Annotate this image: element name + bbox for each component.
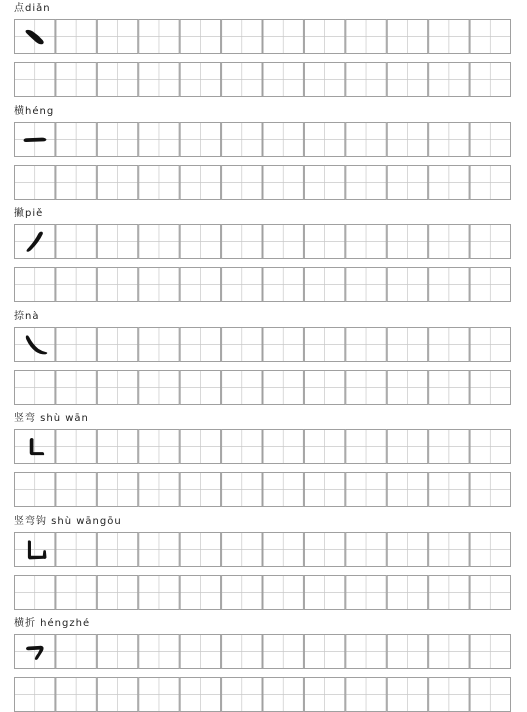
practice-cell (387, 122, 427, 156)
practice-cell (139, 268, 179, 302)
practice-cell (429, 635, 469, 669)
practice-cell (139, 370, 179, 404)
practice-cell (346, 327, 386, 361)
practice-cell (387, 430, 427, 464)
practice-cell (304, 225, 344, 259)
practice-cell (470, 225, 510, 259)
practice-cell (97, 532, 137, 566)
tracing-row (14, 122, 511, 157)
practice-cell (263, 225, 303, 259)
practice-cell (429, 327, 469, 361)
practice-cell (346, 532, 386, 566)
practice-cell (56, 225, 96, 259)
practice-cell (429, 430, 469, 464)
practice-cell (263, 430, 303, 464)
practice-cell (97, 122, 137, 156)
practice-cell (346, 165, 386, 199)
practice-cell (429, 532, 469, 566)
practice-cell (387, 225, 427, 259)
practice-row (14, 575, 511, 610)
tian-grid (14, 165, 511, 200)
practice-cell (263, 327, 303, 361)
practice-cell (304, 430, 344, 464)
practice-cell (15, 63, 55, 97)
practice-cell (387, 678, 427, 712)
stroke-label: 竖弯 shù wān (14, 413, 89, 424)
practice-cell (429, 678, 469, 712)
practice-cell (139, 635, 179, 669)
practice-cell (263, 575, 303, 609)
practice-cell (97, 20, 137, 54)
practice-cell (97, 63, 137, 97)
practice-cell (346, 678, 386, 712)
practice-cell (387, 370, 427, 404)
practice-cell (56, 575, 96, 609)
stroke-label: 撇piě (14, 208, 44, 219)
practice-cell (304, 370, 344, 404)
practice-cell (222, 575, 262, 609)
tian-grid (14, 575, 511, 610)
practice-cell (97, 225, 137, 259)
practice-cell (263, 63, 303, 97)
practice-cell (15, 268, 55, 302)
tian-grid (14, 472, 511, 507)
practice-cell (180, 575, 220, 609)
practice-cell (222, 122, 262, 156)
practice-cell (429, 63, 469, 97)
practice-cell (56, 473, 96, 507)
practice-cell (139, 165, 179, 199)
practice-cell (15, 327, 55, 361)
practice-cell (470, 678, 510, 712)
practice-cell (97, 678, 137, 712)
practice-row (14, 62, 511, 97)
practice-cell (56, 268, 96, 302)
practice-cell (429, 370, 469, 404)
practice-cell (470, 20, 510, 54)
practice-cell (222, 327, 262, 361)
practice-cell (56, 20, 96, 54)
practice-cell (180, 532, 220, 566)
practice-cell (180, 268, 220, 302)
practice-cell (222, 678, 262, 712)
practice-cell (304, 63, 344, 97)
practice-cell (470, 430, 510, 464)
practice-cell (222, 268, 262, 302)
practice-cell (470, 268, 510, 302)
practice-cell (304, 575, 344, 609)
practice-cell (263, 635, 303, 669)
tian-grid (14, 267, 511, 302)
practice-cell (387, 532, 427, 566)
practice-cell (139, 473, 179, 507)
practice-cell (346, 268, 386, 302)
practice-cell (470, 635, 510, 669)
practice-cell (222, 20, 262, 54)
practice-cell (222, 430, 262, 464)
practice-cell (263, 122, 303, 156)
practice-cell (263, 473, 303, 507)
tracing-row (14, 224, 511, 259)
practice-cell (56, 63, 96, 97)
practice-cell (56, 430, 96, 464)
practice-cell (429, 122, 469, 156)
heng-horizontal-stroke-icon (24, 137, 47, 141)
practice-cell (263, 370, 303, 404)
practice-cell (180, 678, 220, 712)
practice-cell (346, 20, 386, 54)
practice-cell (97, 635, 137, 669)
practice-cell (139, 122, 179, 156)
practice-cell (139, 575, 179, 609)
practice-cell (15, 430, 55, 464)
practice-row (14, 472, 511, 507)
practice-cell (387, 165, 427, 199)
practice-cell (263, 20, 303, 54)
tracing-row (14, 19, 511, 54)
tracing-row (14, 327, 511, 362)
practice-cell (139, 20, 179, 54)
tian-grid (14, 224, 511, 259)
practice-cell (304, 122, 344, 156)
practice-cell (470, 532, 510, 566)
practice-cell (263, 268, 303, 302)
practice-cell (56, 165, 96, 199)
practice-cell (180, 225, 220, 259)
practice-cell (222, 370, 262, 404)
tracing-row (14, 532, 511, 567)
practice-cell (387, 327, 427, 361)
practice-cell (304, 473, 344, 507)
practice-cell (470, 575, 510, 609)
practice-cell (387, 20, 427, 54)
practice-cell (97, 370, 137, 404)
tian-grid (14, 532, 511, 567)
practice-cell (346, 225, 386, 259)
shuwangou-vertical-bend-hook-stroke-icon (28, 540, 47, 559)
practice-cell (180, 165, 220, 199)
tracing-row (14, 634, 511, 669)
practice-cell (222, 165, 262, 199)
practice-cell (56, 327, 96, 361)
practice-cell (263, 532, 303, 566)
practice-cell (387, 63, 427, 97)
tian-grid (14, 429, 511, 464)
practice-cell (15, 575, 55, 609)
practice-cell (180, 122, 220, 156)
practice-cell (387, 473, 427, 507)
practice-cell (222, 635, 262, 669)
practice-cell (15, 678, 55, 712)
practice-cell (15, 165, 55, 199)
tian-grid (14, 327, 511, 362)
practice-cell (346, 63, 386, 97)
tian-grid (14, 19, 511, 54)
stroke-label: 捺nà (14, 310, 40, 322)
practice-cell (97, 430, 137, 464)
practice-cell (304, 635, 344, 669)
practice-cell (56, 370, 96, 404)
practice-cell (429, 165, 469, 199)
practice-cell (429, 473, 469, 507)
practice-cell (346, 122, 386, 156)
practice-cell (346, 473, 386, 507)
practice-cell (470, 165, 510, 199)
practice-cell (429, 225, 469, 259)
stroke-label: 竖弯钩 shù wāngōu (14, 515, 122, 527)
practice-cell (222, 532, 262, 566)
practice-cell (222, 473, 262, 507)
practice-row (14, 267, 511, 302)
stroke-label: 点diǎn (14, 3, 51, 14)
practice-cell (304, 165, 344, 199)
practice-cell (346, 635, 386, 669)
practice-cell (429, 575, 469, 609)
practice-cell (15, 370, 55, 404)
practice-row (14, 370, 511, 405)
tian-grid (14, 122, 511, 157)
practice-cell (180, 327, 220, 361)
practice-cell (470, 370, 510, 404)
practice-cell (139, 532, 179, 566)
practice-cell (97, 268, 137, 302)
practice-cell (304, 20, 344, 54)
practice-cell (222, 63, 262, 97)
practice-cell (346, 430, 386, 464)
practice-cell (15, 635, 55, 669)
practice-cell (429, 20, 469, 54)
practice-cell (346, 575, 386, 609)
tian-grid (14, 370, 511, 405)
practice-cell (15, 532, 55, 566)
tian-grid (14, 677, 511, 712)
practice-cell (263, 678, 303, 712)
practice-cell (15, 473, 55, 507)
stroke-label: 横折 héngzhé (14, 618, 91, 629)
practice-cell (56, 678, 96, 712)
practice-cell (470, 122, 510, 156)
practice-cell (56, 532, 96, 566)
practice-cell (387, 575, 427, 609)
practice-cell (139, 678, 179, 712)
practice-cell (387, 268, 427, 302)
practice-cell (56, 122, 96, 156)
practice-cell (304, 268, 344, 302)
practice-cell (97, 575, 137, 609)
tian-grid (14, 62, 511, 97)
na-right-falling-stroke-icon (26, 335, 47, 354)
practice-cell (429, 268, 469, 302)
practice-cell (97, 327, 137, 361)
stroke-label: 横héng (14, 105, 55, 117)
practice-cell (139, 225, 179, 259)
practice-cell (180, 370, 220, 404)
practice-cell (470, 327, 510, 361)
practice-cell (470, 473, 510, 507)
practice-cell (97, 473, 137, 507)
practice-cell (180, 63, 220, 97)
practice-cell (139, 327, 179, 361)
practice-cell (304, 532, 344, 566)
practice-cell (139, 63, 179, 97)
practice-cell (346, 370, 386, 404)
practice-cell (139, 430, 179, 464)
tracing-row (14, 429, 511, 464)
practice-cell (180, 473, 220, 507)
practice-row (14, 677, 511, 712)
practice-cell (222, 225, 262, 259)
practice-cell (180, 20, 220, 54)
practice-cell (304, 678, 344, 712)
practice-cell (263, 165, 303, 199)
practice-cell (180, 635, 220, 669)
practice-cell (97, 165, 137, 199)
practice-cell (304, 327, 344, 361)
practice-cell (387, 635, 427, 669)
practice-cell (56, 635, 96, 669)
practice-row (14, 165, 511, 200)
practice-cell (470, 63, 510, 97)
tian-grid (14, 634, 511, 669)
practice-cell (180, 430, 220, 464)
